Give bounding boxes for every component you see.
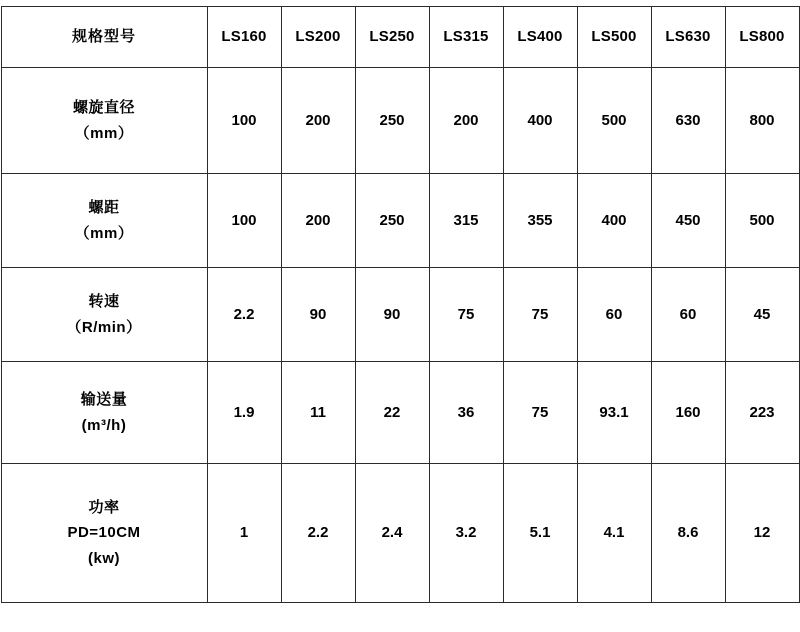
table-row <box>1 464 799 603</box>
header-model-cell: LS630 <box>651 7 725 68</box>
row-label-unit: （mm） <box>74 124 134 142</box>
row-label-mid: PD=10CM <box>67 524 141 542</box>
data-cell: 630 <box>651 68 725 174</box>
data-cell: 100 <box>207 174 281 268</box>
data-cell: 250 <box>355 68 429 174</box>
row-label-unit: （R/min） <box>66 318 142 336</box>
data-cell: 400 <box>577 174 651 268</box>
data-cell: 100 <box>207 68 281 174</box>
data-cell: 2.2 <box>207 268 281 362</box>
data-cell: 3.2 <box>429 464 503 603</box>
data-cell: 90 <box>281 268 355 362</box>
data-cell: 1.9 <box>207 362 281 464</box>
header-model-cell: LS200 <box>281 7 355 68</box>
data-cell: 5.1 <box>503 464 577 603</box>
data-cell: 800 <box>725 68 799 174</box>
header-model-cell: LS500 <box>577 7 651 68</box>
data-cell: 60 <box>651 268 725 362</box>
data-cell: 2.2 <box>281 464 355 603</box>
header-model-cell: LS315 <box>429 7 503 68</box>
screw-conveyor-spec-table <box>1 6 800 603</box>
row-label-cell <box>1 362 207 464</box>
header-model-cell: LS160 <box>207 7 281 68</box>
data-cell: 160 <box>651 362 725 464</box>
data-cell: 22 <box>355 362 429 464</box>
row-label-cell <box>1 174 207 268</box>
header-model-cell: LS250 <box>355 7 429 68</box>
data-cell: 200 <box>281 68 355 174</box>
table-row <box>1 268 799 362</box>
data-cell: 11 <box>281 362 355 464</box>
data-cell: 355 <box>503 174 577 268</box>
data-cell: 90 <box>355 268 429 362</box>
data-cell: 223 <box>725 362 799 464</box>
data-cell: 75 <box>429 268 503 362</box>
table-row <box>1 362 799 464</box>
data-cell: 60 <box>577 268 651 362</box>
data-cell: 8.6 <box>651 464 725 603</box>
data-cell: 1 <box>207 464 281 603</box>
data-cell: 4.1 <box>577 464 651 603</box>
row-label-cell <box>1 464 207 603</box>
data-cell: 45 <box>725 268 799 362</box>
header-model-cell: LS800 <box>725 7 799 68</box>
data-cell: 75 <box>503 268 577 362</box>
data-cell: 450 <box>651 174 725 268</box>
row-label-cell <box>1 268 207 362</box>
row-label-main: 螺旋直径 <box>72 99 135 117</box>
row-label-main: 输送量 <box>80 391 128 409</box>
row-label-unit: (m³/h) <box>81 416 127 434</box>
data-cell: 200 <box>281 174 355 268</box>
data-cell: 2.4 <box>355 464 429 603</box>
data-cell: 500 <box>725 174 799 268</box>
row-label-main: 螺距 <box>88 199 120 217</box>
row-label-unit: (kw) <box>88 549 120 567</box>
table-header-row <box>1 7 799 68</box>
data-cell: 200 <box>429 68 503 174</box>
data-cell: 500 <box>577 68 651 174</box>
data-cell: 250 <box>355 174 429 268</box>
data-cell: 400 <box>503 68 577 174</box>
data-cell: 36 <box>429 362 503 464</box>
row-label-main: 功率 <box>88 499 120 517</box>
header-label-cell: 规格型号 <box>1 7 207 68</box>
header-model-cell: LS400 <box>503 7 577 68</box>
table-row <box>1 174 799 268</box>
data-cell: 75 <box>503 362 577 464</box>
data-cell: 12 <box>725 464 799 603</box>
data-cell: 93.1 <box>577 362 651 464</box>
row-label-main: 转速 <box>88 293 120 311</box>
row-label-unit: （mm） <box>74 224 134 242</box>
row-label-cell <box>1 68 207 174</box>
data-cell: 315 <box>429 174 503 268</box>
table-row <box>1 68 799 174</box>
